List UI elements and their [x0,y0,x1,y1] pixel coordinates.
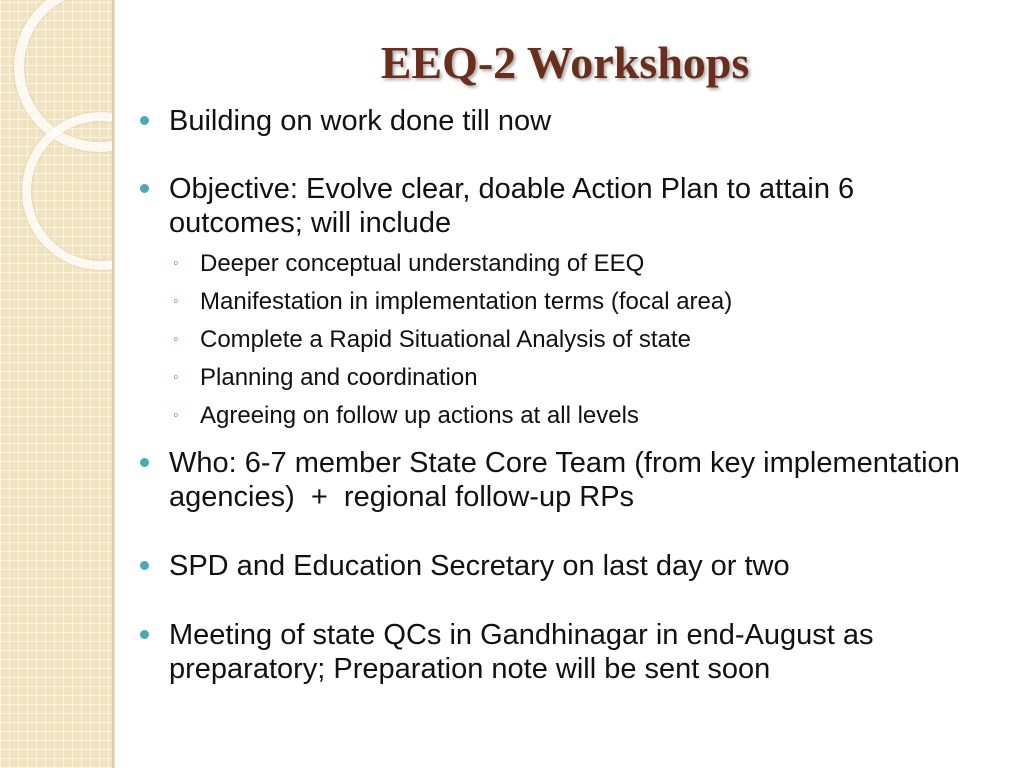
bullet-text: Building on work done till now [169,105,552,137]
bullet-item [140,446,990,514]
bullet-dot-icon [140,458,149,467]
hollow-circle-icon: ◦ [173,331,179,348]
sub-bullet-item [169,250,990,278]
side-panel-edge [112,0,115,768]
bullet-item [140,618,990,686]
bullet-text: Who: 6-7 member State Core Team (from key implementation agencies) + regional follow-up RPs [169,447,968,513]
sub-bullet-item [169,402,990,430]
bullet-item [140,104,990,138]
sub-bullet-item [169,326,990,354]
bullet-text: Objective: Evolve clear, doable Action Plan to attain 6 outcomes; will include [169,173,855,239]
sub-bullet-text: Complete a Rapid Situational Analysis of state [200,326,691,353]
bullet-dot-icon [140,561,149,570]
bullet-text: SPD and Education Secretary on last day or two [169,550,790,582]
bullet-dot-icon [140,116,149,125]
bullet-text: Meeting of state QCs in Gandhinagar in end-August as preparatory; Preparation note will be sent soon [169,619,874,685]
sub-bullet-item [169,288,990,316]
bullet-item [140,172,990,430]
sub-bullet-text: Deeper conceptual understanding of EEQ [200,250,645,277]
sub-bullet-item [169,364,990,392]
slide-body [140,104,990,686]
slide-title: EEQ-2 Workshops [380,37,750,88]
sub-bullet-list [169,250,990,430]
bullet-dot-icon [140,630,149,639]
hollow-circle-icon: ◦ [173,407,179,424]
sub-bullet-text: Planning and coordination [200,364,478,391]
sub-bullet-text: Manifestation in implementation terms (focal area) [200,288,733,315]
sub-bullet-text: Agreeing on follow up actions at all levels [200,402,639,429]
bullet-item [140,549,990,583]
hollow-circle-icon: ◦ [173,293,179,310]
bullet-dot-icon [140,184,149,193]
decorative-ring [22,112,112,270]
hollow-circle-icon: ◦ [173,369,179,386]
decorative-side-panel [0,0,112,768]
hollow-circle-icon: ◦ [173,255,179,272]
